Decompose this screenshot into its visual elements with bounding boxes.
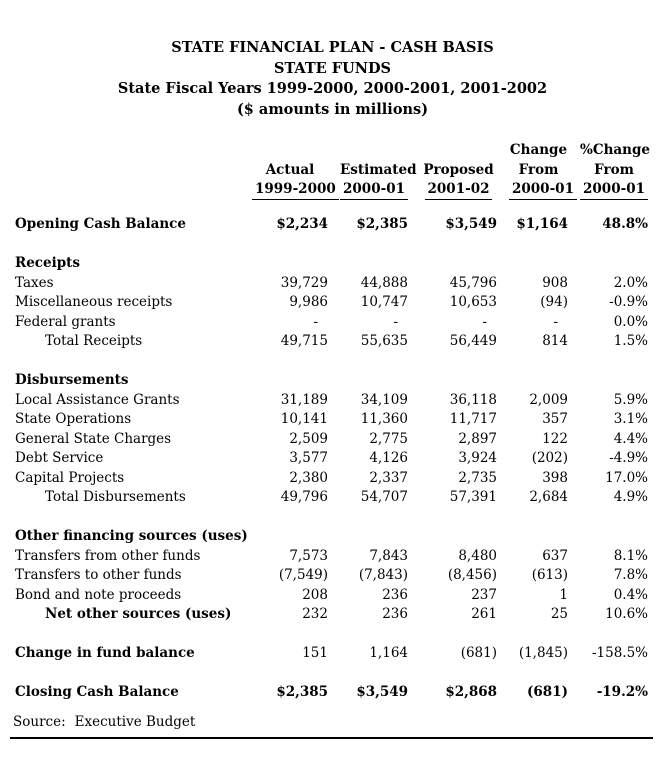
cell-value: 54,707 [360, 489, 408, 505]
cell-value: 7,573 [289, 547, 328, 564]
column-header: Change [509, 142, 568, 158]
cell-value: 44,888 [360, 274, 408, 291]
table-row [15, 449, 648, 469]
table-row [15, 527, 648, 547]
cell-value [497, 254, 568, 274]
cell-value: 8,480 [458, 547, 497, 564]
cell-value: 57,391 [449, 489, 497, 505]
cell-value: 56,449 [449, 333, 497, 349]
cell-value: 2,337 [369, 469, 408, 486]
cell-value [240, 254, 328, 274]
cell-value: 34,109 [360, 391, 408, 408]
column-header [240, 138, 328, 158]
row-label: Capital Projects [15, 469, 125, 486]
row-label: Bond and note proceeds [15, 586, 182, 603]
cell-value [328, 254, 408, 274]
table-row [15, 566, 648, 586]
table-row [15, 430, 648, 450]
row-label: Transfers from other funds [15, 547, 201, 564]
column-header-year [568, 178, 648, 202]
column-header-change: From [518, 162, 559, 178]
cell-value: 151 [302, 645, 328, 661]
cell-value: - [482, 313, 487, 330]
cell-value: 4,126 [369, 450, 408, 466]
row-label: Other financing sources (uses) [15, 528, 248, 544]
cell-value: $2,234 [276, 216, 328, 232]
cell-value [240, 527, 328, 547]
report-title-line-4: ($ amounts in millions) [236, 100, 429, 118]
cell-value: -0.9% [609, 294, 648, 310]
table-row [15, 605, 648, 625]
column-header [328, 138, 408, 158]
row-label: Federal grants [15, 313, 116, 330]
cell-value: 232 [302, 606, 328, 622]
column-header-actual: Actual [265, 162, 315, 178]
source-line [13, 714, 653, 731]
report-title-line-1: STATE FINANCIAL PLAN - CASH BASIS [171, 39, 494, 56]
cell-value: (1,845) [518, 645, 568, 661]
cell-value: 2.0% [613, 274, 648, 291]
report-title-block [0, 38, 665, 120]
header-row-1 [15, 138, 648, 158]
cell-value [497, 527, 568, 547]
cell-value: (202) [531, 450, 568, 466]
cell-value: 49,715 [280, 333, 328, 349]
cell-value: 7.8% [613, 567, 648, 583]
cell-value: 2,509 [289, 430, 328, 447]
cell-value: 36,118 [449, 391, 497, 408]
table-row [15, 215, 648, 235]
cell-value [497, 371, 568, 391]
cell-value: 1,164 [369, 645, 408, 661]
cell-value: 0.0% [613, 313, 648, 330]
cell-value: -4.9% [609, 450, 648, 466]
cell-value: 11,360 [360, 411, 408, 427]
cell-value: 55,635 [360, 333, 408, 349]
cell-value: 10,653 [449, 294, 497, 310]
cell-value: 2,735 [458, 469, 497, 486]
cell-value: $2,385 [276, 684, 328, 700]
cell-value: (681) [527, 684, 568, 700]
table-row [15, 547, 648, 567]
report-title-line-3: State Fiscal Years 1999-2000, 2000-2001, 2001-2002 [117, 80, 548, 97]
table-row [15, 293, 648, 313]
header-underline: 2000-01 [340, 181, 408, 200]
row-label: Total Receipts [45, 333, 143, 349]
cell-value: 11,717 [449, 411, 497, 427]
table-body [15, 202, 648, 703]
cell-value: 39,729 [280, 274, 328, 291]
cell-value: 208 [302, 586, 328, 603]
cell-value [568, 371, 648, 391]
row-label: Closing Cash Balance [15, 684, 179, 700]
cell-value: 1 [559, 586, 568, 603]
header-underline: 1999-2000 [252, 181, 339, 200]
row-label: Disbursements [15, 372, 129, 388]
row-label: Change in fund balance [15, 645, 195, 661]
cell-value [328, 527, 408, 547]
header-row-3 [15, 178, 648, 202]
cell-value: 10,747 [360, 294, 408, 310]
cell-value: 236 [382, 586, 408, 603]
table-row [15, 644, 648, 664]
spacer-row [15, 664, 648, 684]
cell-value: (8,456) [447, 567, 497, 583]
cell-value [328, 371, 408, 391]
column-header-year [408, 178, 497, 202]
row-label: Miscellaneous receipts [15, 294, 173, 310]
cell-value: (613) [531, 567, 568, 583]
header-spacer [15, 178, 240, 202]
row-label: Taxes [15, 274, 54, 291]
header-underline: 2000-01 [509, 181, 577, 200]
cell-value: 2,897 [458, 430, 497, 447]
cell-value: (94) [540, 294, 568, 310]
column-header-estimated: Estimated [340, 162, 417, 178]
table-row [15, 586, 648, 606]
spacer-row [15, 508, 648, 528]
header-underline: 2001-02 [425, 181, 493, 200]
column-header-year [240, 178, 336, 202]
row-label: Transfers to other funds [15, 567, 182, 583]
cell-value [240, 371, 328, 391]
row-label: General State Charges [15, 430, 172, 447]
cell-value: 3,924 [458, 450, 497, 466]
header-gap-row [15, 202, 648, 215]
cell-value: 2,380 [289, 469, 328, 486]
table-row [15, 332, 648, 352]
bottom-rule [10, 737, 653, 739]
cell-value: 4.4% [613, 430, 648, 447]
table-row [15, 313, 648, 333]
cell-value: 814 [542, 333, 568, 349]
cell-value: 357 [542, 411, 568, 427]
cell-value: 637 [542, 547, 568, 564]
column-header-year [328, 178, 408, 202]
row-label: Total Disbursements [45, 489, 186, 505]
table-row [15, 274, 648, 294]
cell-value: 3.1% [613, 411, 648, 427]
cell-value: - [313, 313, 318, 330]
spacer-row [15, 352, 648, 372]
table-row [15, 488, 648, 508]
column-header [408, 138, 497, 158]
cell-value: 45,796 [449, 274, 497, 291]
cell-value: 4.9% [613, 489, 648, 505]
source-value: Executive Budget [74, 713, 196, 730]
row-label: Opening Cash Balance [15, 216, 186, 232]
column-header-year [497, 178, 574, 202]
cell-value: 2,684 [529, 489, 568, 505]
cell-value: - [393, 313, 398, 330]
row-label: Local Assistance Grants [15, 391, 180, 408]
cell-value: 3,577 [289, 450, 328, 466]
row-label: Receipts [15, 255, 81, 271]
cell-value: $3,549 [356, 684, 408, 700]
cell-value [568, 527, 648, 547]
cell-value: $2,868 [445, 684, 497, 700]
cell-value: 5.9% [613, 391, 648, 408]
table-row [15, 254, 648, 274]
cell-value: 25 [550, 606, 568, 622]
cell-value: 49,796 [280, 489, 328, 505]
spacer-row [15, 235, 648, 255]
row-label: Debt Service [15, 450, 104, 466]
cell-value: 10.6% [605, 606, 648, 622]
cell-value [408, 527, 497, 547]
column-header: %Change [580, 142, 650, 158]
cell-value: - [553, 313, 558, 330]
header-spacer [15, 138, 240, 158]
header-row-2 [15, 158, 648, 178]
row-label: Net other sources (uses) [45, 606, 232, 622]
cell-value: 10,141 [280, 411, 328, 427]
cell-value: 261 [471, 606, 497, 622]
cell-value: -19.2% [596, 684, 648, 700]
table-header [15, 138, 648, 202]
cell-value: 8.1% [613, 547, 648, 564]
cell-value: 122 [542, 430, 568, 447]
table-row [15, 391, 648, 411]
cell-value: 17.0% [605, 469, 648, 486]
column-header-proposed: Proposed [423, 162, 494, 178]
cell-value: 2,009 [529, 391, 568, 408]
cell-value [408, 254, 497, 274]
table-row [15, 371, 648, 391]
header-spacer [15, 158, 240, 178]
source-label: Source: [13, 713, 66, 730]
cell-value: (7,549) [278, 567, 328, 583]
cell-value: 1.5% [613, 333, 648, 349]
cell-value: $2,385 [356, 216, 408, 232]
cell-value: -158.5% [591, 645, 648, 661]
cell-value [408, 371, 497, 391]
cell-value [568, 254, 648, 274]
cell-value: 48.8% [602, 216, 648, 232]
report-title-line-2: STATE FUNDS [273, 59, 392, 77]
cell-value: $1,164 [516, 216, 568, 232]
table-row [15, 683, 648, 703]
table-row [15, 410, 648, 430]
cell-value: (7,843) [358, 567, 408, 583]
cell-value: 908 [542, 274, 568, 291]
column-header-pct-change: From [594, 162, 634, 178]
cell-value: 2,775 [369, 430, 408, 447]
cell-value: 31,189 [280, 391, 328, 408]
cell-value: 7,843 [369, 547, 408, 564]
cell-value: 237 [471, 586, 497, 603]
cell-value: 236 [382, 606, 408, 622]
cell-value: 0.4% [613, 586, 648, 603]
cell-value: (681) [460, 645, 497, 661]
spacer-row [15, 625, 648, 645]
cell-value: 9,986 [289, 294, 328, 310]
financial-plan-table [15, 138, 648, 703]
header-underline: 2000-01 [580, 181, 648, 200]
cell-value: 398 [542, 469, 568, 486]
table-row [15, 469, 648, 489]
row-label: State Operations [15, 411, 132, 427]
cell-value: $3,549 [445, 216, 497, 232]
